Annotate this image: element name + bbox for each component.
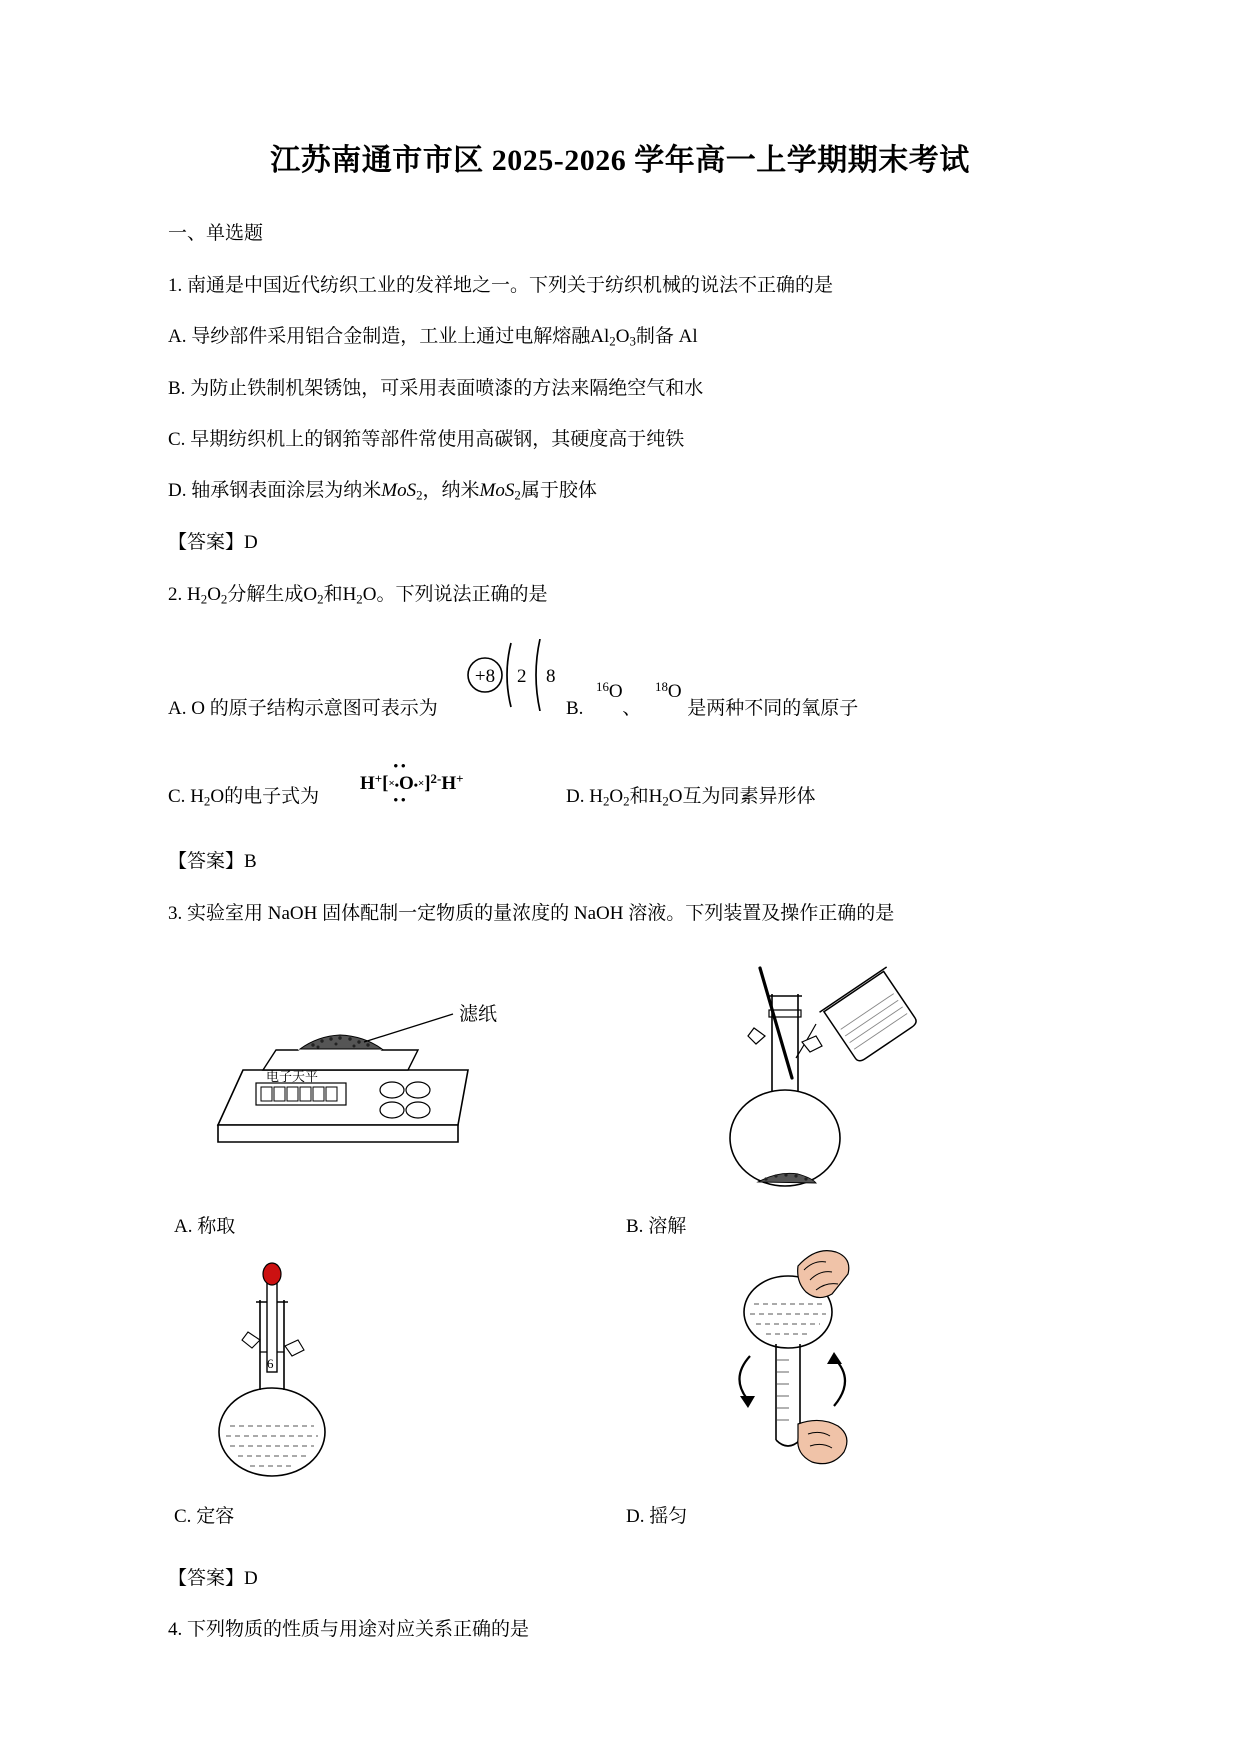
question-2-number: 2. [168,583,183,605]
question-2-answer [168,847,1072,876]
question-4-stem [168,1615,1072,1644]
element-symbol: O [608,680,623,702]
subscript: 2 [623,793,630,809]
option-text-cont: O的电子式为 [210,786,320,808]
volumetric-flask-apparatus-icon [168,1240,620,1490]
question-1-stem [168,271,1072,300]
subscript: 2 [200,591,208,607]
page-title: 江苏南通市市区 2025-2026 学年高一上学期期末考试 [270,144,970,177]
answer-prefix: 【答案】 [168,532,245,554]
answer-prefix: 【答案】 [168,851,245,873]
question-2-options-cd [168,755,1072,821]
subscript: 2 [602,793,610,809]
apparatus-cell-c [168,1240,620,1530]
question-2-options-ab [168,631,1072,739]
lewis-bracket-open: [ [382,772,389,794]
subscript: 3 [629,333,636,349]
section-heading: 一、单选题 [168,223,264,244]
option-text: 早期纺织机上的钢筘等部件常使用高碳钢，其硬度高于纯铁 [190,429,685,450]
option-text-end: 制备 Al [635,325,698,347]
option-text: 导纱部件采用铝合金制造，工业上通过电解熔融Al [191,325,610,347]
option-label: B. [626,1216,644,1237]
subscript: 2 [662,793,669,809]
stem-part: H [187,583,201,605]
dissolve-apparatus-icon [620,950,1072,1200]
document-content [168,140,1072,1667]
question-3-answer [168,1564,1072,1593]
lewis-x-right: × [417,777,425,790]
apparatus-caption-b [626,1211,686,1238]
svg-text:8: 8 [546,666,556,688]
subscript: 2 [416,488,423,504]
option-text-end: 属于胶体 [520,480,597,502]
option-text: 是两种不同的氧原子 [687,698,859,720]
apparatus-cell-a [168,950,620,1240]
option-label: D. [168,480,187,502]
lewis-left-charge: + [374,771,383,787]
option-label: C. [168,429,186,450]
option-text: H [589,786,603,808]
subscript: 2 [317,591,324,607]
option-text-cont: O [609,786,624,808]
question-1-option-b [168,374,1072,403]
option-label: A. [168,698,187,720]
formula-mos2: MoS [381,480,417,502]
formula-mos2: MoS [479,480,515,502]
mass-number: 18 [655,679,668,695]
lewis-bracket-charge: 2- [430,771,442,787]
option-text: O 的原子结构示意图可表示为 [191,698,438,720]
question-1-option-d [168,476,1072,506]
isotope-separator: 、 [622,698,642,720]
question-2-option-c [168,781,319,810]
apparatus-grid [168,950,1072,1550]
question-3-number: 3. [168,902,183,924]
lewis-bracket-close: ] [424,772,431,794]
lewis-left-h: H [360,772,375,794]
question-2-option-a [168,693,438,720]
device-label-electronic-balance: 电子天平 [266,1069,319,1084]
subscript: 2 [203,793,211,809]
lewis-right-h: H [441,772,457,794]
apparatus-caption-a [174,1211,235,1238]
lewis-dots-bottom: •• [393,792,409,808]
option-label: D. [566,786,585,808]
option-text: 为防止铁制机架锈蚀，可采用表面喷漆的方法来隔绝空气和水 [190,377,704,399]
annotation-filter-paper: 滤纸 [459,1004,498,1025]
lewis-center-o: O [398,772,414,794]
shake-apparatus-icon [620,1240,1072,1490]
apparatus-caption-d [626,1501,687,1528]
subscript: 2 [356,591,363,607]
option-text-cont: ，纳米 [422,480,480,502]
question-3-stem-text: 实验室用 NaOH 固体配制一定物质的量浓度的 NaOH 溶液。下列装置及操作正确的是 [187,902,895,924]
stem-part: 和H [323,583,357,605]
svg-text:6: 6 [267,1356,274,1371]
option-label: A. [174,1216,193,1237]
subscript: 2 [514,488,521,504]
question-1-option-a [168,322,1072,352]
option-text: H [190,786,204,808]
caption-text: 定容 [196,1506,235,1527]
atom-structure-diagram-icon [463,639,583,711]
mass-number: 16 [596,679,609,695]
apparatus-cell-d [620,1240,1072,1530]
question-2-option-d [566,781,816,810]
lewis-dots-top: •• [393,758,409,774]
question-1-stem-text: 南通是中国近代纺织工业的发祥地之一。下列关于纺织机械的说法不正确的是 [187,274,834,296]
question-1-option-c [168,425,1072,454]
stem-part: O。下列说法正确的是 [362,583,548,605]
svg-text:+8: +8 [474,666,496,688]
lewis-core [360,773,463,794]
lewis-dot-left: • [394,777,399,792]
option-text-cont: O [615,325,630,347]
lewis-structure-water-icon [360,758,464,808]
option-label: C. [168,786,186,808]
option-text-cont: 和H [629,786,663,808]
question-2-stem [168,580,1072,610]
caption-text: 称取 [197,1216,236,1237]
question-1-number: 1. [168,274,183,296]
caption-text: 溶解 [648,1216,687,1237]
balance-apparatus-icon [168,950,620,1200]
question-1-answer [168,528,1072,557]
apparatus-caption-c [174,1501,234,1528]
option-label: C. [174,1506,192,1527]
answer-value: B [244,851,257,873]
option-label: D. [626,1506,645,1527]
question-2-option-b [566,693,858,720]
option-label: B. [168,377,186,399]
answer-value: D [244,532,258,554]
option-text-end: O互为同素异形体 [668,786,816,808]
lewis-x-left: × [388,777,395,790]
subscript: 2 [609,333,616,349]
option-label: B. [566,698,584,720]
lewis-dot-right: • [413,777,418,792]
option-text: 轴承钢表面涂层为纳米 [191,480,382,502]
question-4-stem-text: 下列物质的性质与用途对应关系正确的是 [187,1619,530,1641]
lewis-right-charge: + [456,771,464,787]
option-label: A. [168,325,187,347]
stem-part: O [207,583,221,605]
element-symbol: O [667,680,682,702]
question-3-stem [168,899,1072,928]
answer-value: D [244,1568,258,1589]
caption-text: 摇匀 [649,1506,688,1527]
stem-part: 分解生成O [227,583,318,605]
question-4-number: 4. [168,1619,183,1641]
svg-text:2: 2 [517,666,527,688]
subscript: 2 [220,591,228,607]
apparatus-cell-b [620,950,1072,1240]
answer-prefix: 【答案】 [168,1568,245,1589]
